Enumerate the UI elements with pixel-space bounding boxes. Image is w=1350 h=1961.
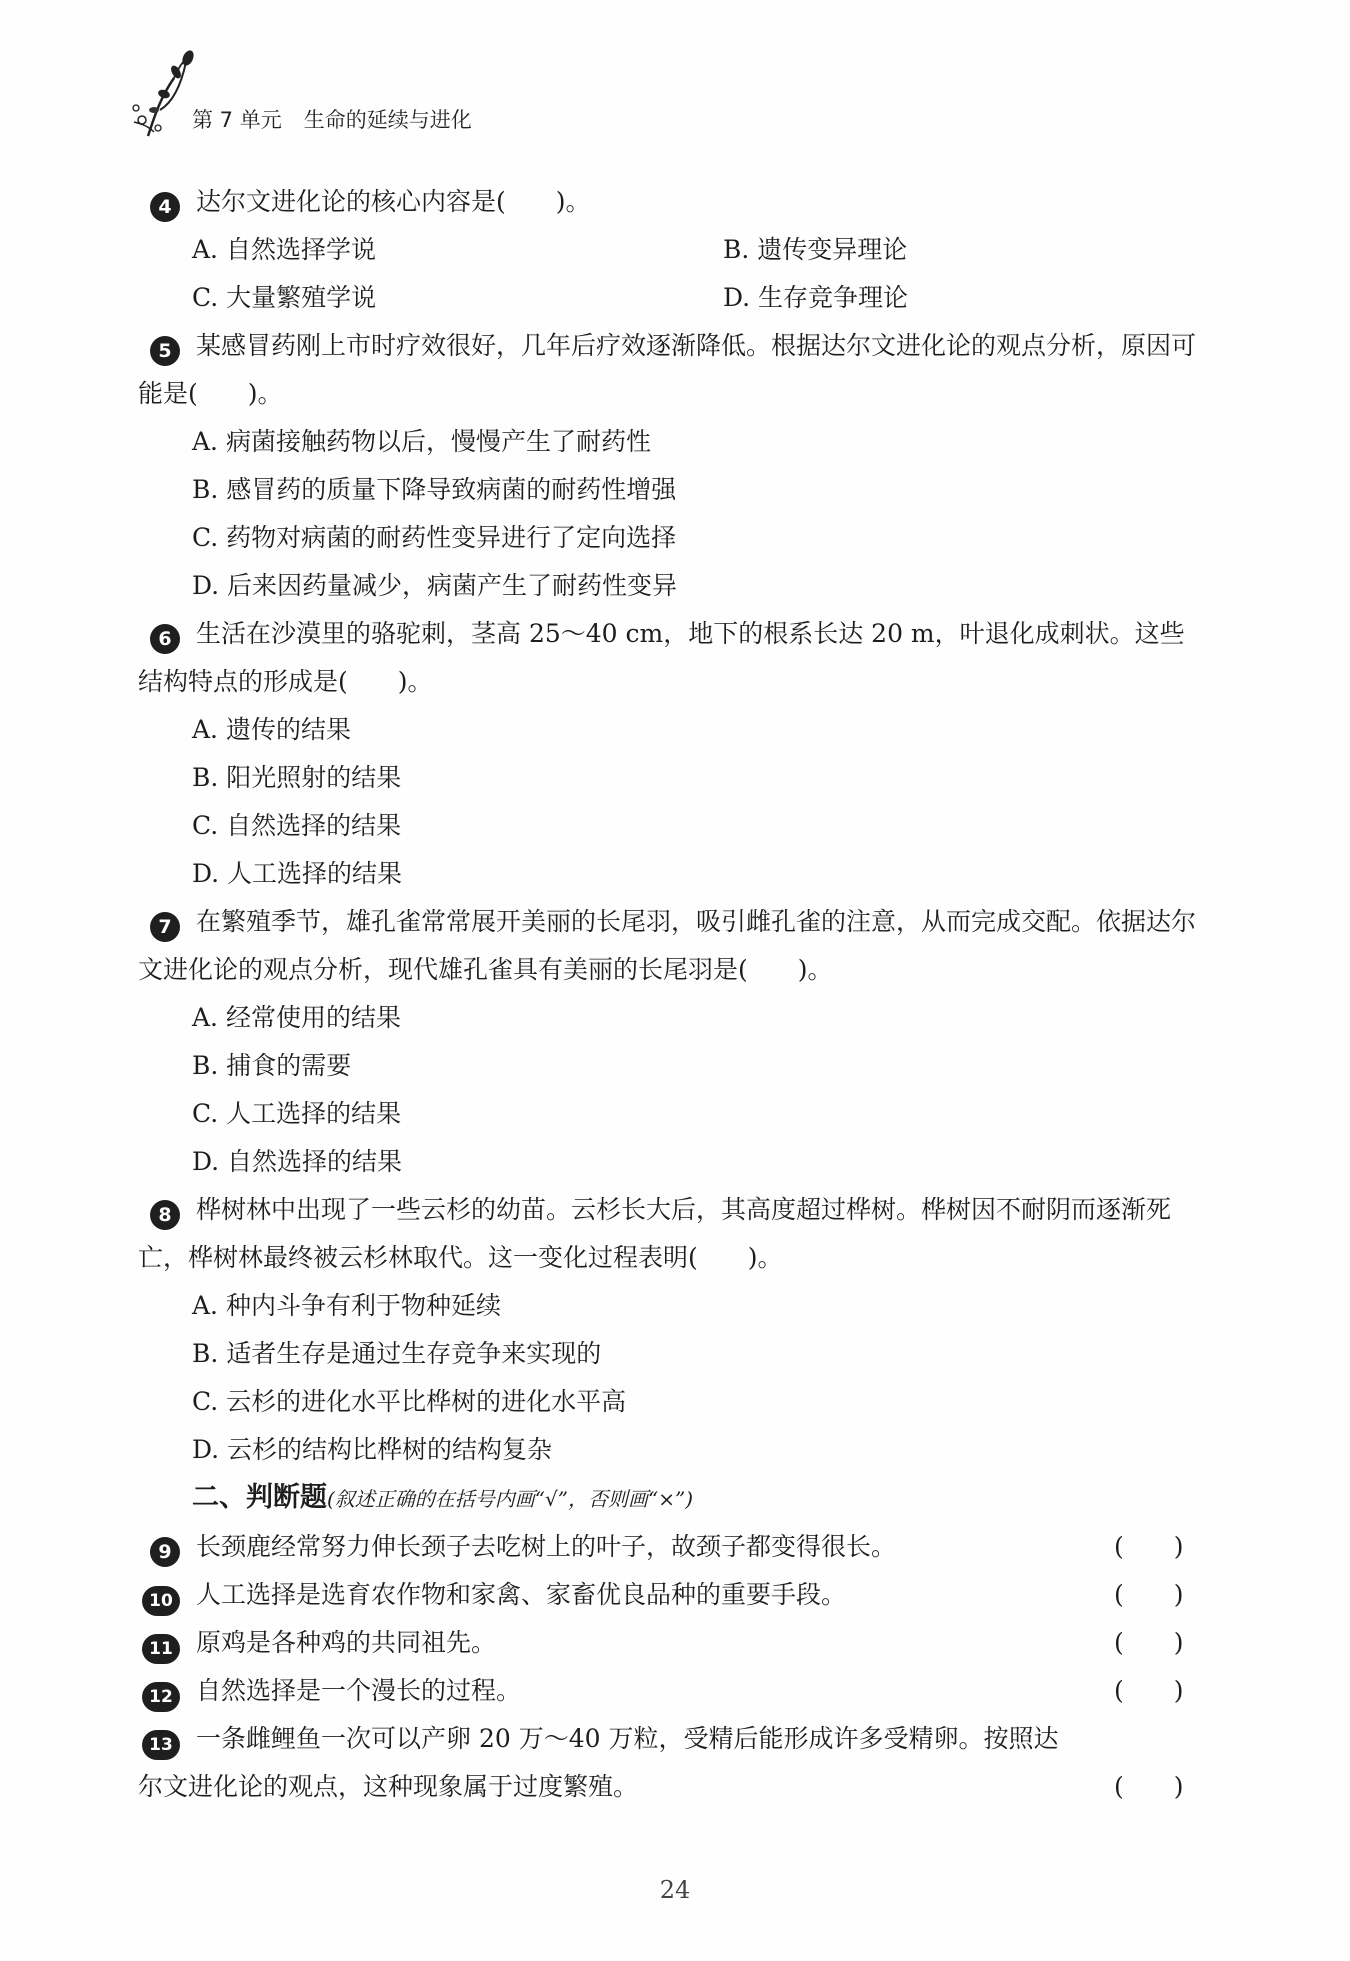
question-content [138,178,1200,1811]
page-header [130,48,570,148]
section-heading [138,1474,1200,1523]
option-b: B. 遗传变异理论 [723,235,908,264]
question-8 [138,1186,1200,1474]
question-stem: 在繁殖季节，雄孔雀常常展开美丽的长尾羽，吸引雌孔雀的注意，从而完成交配。依据达尔文进化论的观点分析，现代雄孔雀具有美丽的长尾羽是( )。 [138,907,1197,984]
page-number: 24 [659,1876,691,1904]
question-5 [138,322,1200,610]
question-7 [138,898,1200,1186]
question-stem: 达尔文进化论的核心内容是( )。 [196,187,591,216]
question-4 [138,178,1200,322]
question-number-badge: 5 [150,336,180,366]
section-instruction: (叙述正确的在括号内画“√”，否则画“×”) [327,1487,694,1511]
judge-item-13 [138,1715,1200,1811]
question-number-badge: 4 [150,192,180,222]
option-c: C. 大量繁殖学说 [192,283,377,312]
unit-number: 第 7 单元 [192,108,282,132]
option-d: D. 后来因药量减少，病菌产生了耐药性变异 [192,571,678,600]
option-a: A. 种内斗争有利于物种延续 [192,1291,501,1320]
question-6 [138,610,1200,898]
question-number-badge: 11 [142,1634,180,1664]
question-number-badge: 13 [142,1730,180,1760]
question-number-badge: 8 [150,1200,180,1230]
judge-text: 自然选择是一个漫长的过程。 [196,1676,522,1705]
judge-text: 原鸡是各种鸡的共同祖先。 [196,1628,497,1657]
question-stem: 桦树林中出现了一些云杉的幼苗。云杉长大后，其高度超过桦树。桦树因不耐阴而逐渐死亡，桦树林最终被云杉林取代。这一变化过程表明( )。 [138,1195,1172,1272]
option-d: D. 云杉的结构比桦树的结构复杂 [192,1435,553,1464]
option-c: C. 人工选择的结果 [192,1099,402,1128]
option-a: A. 经常使用的结果 [192,1003,401,1032]
option-d: D. 自然选择的结果 [192,1147,403,1176]
judge-item-11 [138,1619,1200,1667]
unit-name: 生命的延续与进化 [303,108,472,132]
judge-item-10 [138,1571,1200,1619]
judge-text: 人工选择是选育农作物和家禽、家畜优良品种的重要手段。 [196,1580,847,1609]
option-b: B. 适者生存是通过生存竞争来实现的 [192,1339,602,1368]
section-title: 二、判断题 [192,1482,327,1513]
unit-title [192,104,472,134]
question-number-badge: 10 [142,1586,180,1616]
option-c: C. 自然选择的结果 [192,811,402,840]
question-number-badge: 7 [150,912,180,942]
option-a: A. 遗传的结果 [192,715,351,744]
answer-parentheses: ( ) [1114,1532,1184,1561]
option-b: B. 阳光照射的结果 [192,763,402,792]
question-number-badge: 6 [150,624,180,654]
option-b: B. 捕食的需要 [192,1051,352,1080]
judge-item-12 [138,1667,1200,1715]
judge-text-line2: 尔文进化论的观点，这种现象属于过度繁殖。 [138,1772,639,1801]
question-stem: 某感冒药刚上市时疗效很好，几年后疗效逐渐降低。根据达尔文进化论的观点分析，原因可能是( )。 [138,331,1197,408]
question-number-badge: 12 [142,1682,180,1712]
answer-parentheses: ( ) [1114,1628,1184,1657]
answer-parentheses: ( ) [1114,1580,1184,1609]
option-c: C. 云杉的进化水平比桦树的进化水平高 [192,1387,627,1416]
answer-parentheses: ( ) [1114,1676,1184,1705]
option-d: D. 人工选择的结果 [192,859,403,888]
question-stem: 生活在沙漠里的骆驼刺，茎高 25～40 cm，地下的根系长达 20 m，叶退化成刺状。这些结构特点的形成是( )。 [138,619,1185,696]
option-a: A. 自然选择学说 [192,235,376,264]
judge-item-9 [138,1523,1200,1571]
answer-parentheses: ( ) [1114,1772,1184,1801]
option-a: A. 病菌接触药物以后，慢慢产生了耐药性 [192,427,651,456]
judge-text-line1: 一条雌鲤鱼一次可以产卵 20 万～40 万粒，受精后能形成许多受精卵。按照达 [196,1724,1059,1753]
judge-text: 长颈鹿经常努力伸长颈子去吃树上的叶子，故颈子都变得很长。 [196,1532,897,1561]
question-number-badge: 9 [150,1537,180,1567]
option-d: D. 生存竞争理论 [723,283,909,312]
option-c: C. 药物对病菌的耐药性变异进行了定向选择 [192,523,677,552]
option-b: B. 感冒药的质量下降导致病菌的耐药性增强 [192,475,677,504]
